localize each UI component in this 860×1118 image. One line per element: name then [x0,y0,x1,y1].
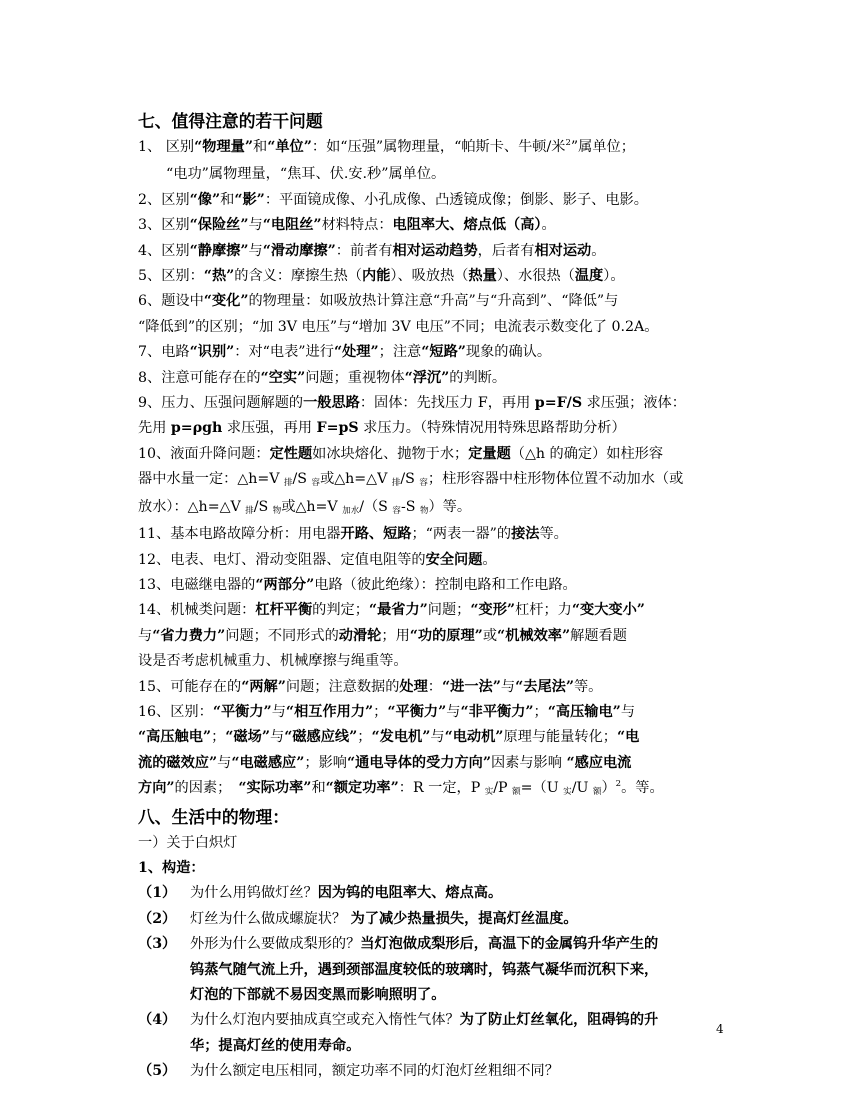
answer-continuation: 华；提高灯丝的使用寿命。 [190,1037,361,1054]
item-9-line-2: 先用 p=ρgh 求压强，再用 F=pS 求压力。（特殊情况用特殊思路帮助分析） [138,420,626,437]
item-6-line-2: “降低到”的区别；“加 3V 电压”与“增加 3V 电压”不同；电流表示数变化了 0.2A。 [138,318,659,335]
question-text: 为什么额定电压相同，额定功率不同的灯泡灯丝粗细不同？ [190,1063,559,1080]
question-text: 为什么灯泡内要抽成真空或充入惰性气体？ [190,1012,460,1029]
item-8: 8、注意可能存在的“空实”问题；重视物体“浮沉”的判断。 [138,369,507,386]
item-5: 5、区别：“热”的含义：摩擦生热（内能）、吸放热（热量）、水很热（温度）。 [138,268,625,285]
question-text: 为什么用钨做灯丝？ [190,885,318,902]
item-14-line-1: 14、机械类问题：杠杆平衡的判定；“最省力”问题；“变形”杠杆；力“变大变小” [138,602,645,619]
question-4 [138,1008,728,1059]
item-12: 12、电表、电灯、滑动变阻器、定值电阻等的安全问题。 [138,551,497,568]
item-14-line-2: 与“省力费力”问题；不同形式的动滑轮；用“功的原理”或“机械效率”解题看题 [138,627,627,644]
question-text: 外形为什么要做成梨形的？ [190,936,361,953]
item-16-line-3: 流的磁效应”与“电磁感应”；影响“通电导体的受力方向”因素与影响 “感应电流 [138,754,632,771]
question-2 [138,907,728,932]
answer-continuation: 灯泡的下部就不易因变黑而影响照明了。 [190,987,446,1003]
question-number: （1） [138,885,177,902]
section8-title: 八、生活中的物理： [138,806,290,827]
construct-heading: 1、构造： [138,859,205,876]
answer-continuation: 钨蒸气随气流上升，遇到颈部温度较低的玻璃时，钨蒸气凝华而沉积下来， [190,961,659,978]
question-text: 灯丝为什么做成螺旋状？ [190,910,351,927]
item-1-line-1: 1、 区别“物理量”和“单位”：如“压强”属物理量，“帕斯卡、牛顿/米$^2$”属单位； [138,138,635,155]
section8-subtitle: 一）关于白炽灯 [138,834,238,851]
item-16-line-2: “高压触电”；“磁场”与“磁感应线”；“发电机”与“电动机”原理与能量转化；“电 [138,729,640,746]
item-13: 13、电磁继电器的“两部分”电路（彼此绝缘）：控制电路和工作电路。 [138,576,577,593]
item-1-line-2: “电功”属物理量，“焦耳、伏.安.秒”属单位。 [166,166,446,183]
question-5 [138,1059,728,1084]
question-3 [138,932,728,1008]
item-16-line-4: 方向”的因素； “实际功率”和“额定功率”：R 一定，P 实/P 额=（U 实/U 额）$^2$。等。 [138,779,664,798]
page-content [138,108,728,1085]
item-10-line-1: 10、液面升降问题：定性题如冰块熔化、抛物于水；定量题（△h 的确定）如柱形容 [138,445,664,462]
item-15: 15、可能存在的“两解”问题；注意数据的处理：“进一法”与“去尾法”等。 [138,678,603,695]
item-6-line-1: 6、题设中“变化”的物理量：如吸放热计算注意“升高”与“升高到”、“降低”与 [138,293,619,310]
answer-text: 为了减少热量损失，提高灯丝温度。 [350,910,578,927]
item-14-line-3: 设是否考虑机械重力、机械摩擦与绳重等。 [138,653,408,670]
item-4: 4、区别“静摩擦”与“滑动摩擦”：前者有相对运动趋势，后者有相对运动。 [138,242,606,259]
question-1 [138,881,728,906]
item-3: 3、区别“保险丝”与“电阻丝”材料特点：电阻率大、熔点低（高）。 [138,217,556,234]
item-7: 7、电路“识别”：对“电表”进行“处理”；注意“短路”现象的确认。 [138,344,552,361]
item-11: 11、基本电路故障分析：用电器开路、短路；“两表一器”的接法等。 [138,526,568,543]
question-number: （5） [138,1063,177,1080]
page-number: 4 [716,1022,724,1036]
item-10-line-3: 放水）：△h=△V 排/S 物或△h=V 加水/（S 容-S 物）等。 [138,498,472,516]
item-16-line-1: 16、区别：“平衡力”与“相互作用力”；“平衡力”与“非平衡力”；“高压输电”与 [138,703,636,720]
question-number: （4） [138,1012,177,1029]
answer-text: 当灯泡做成梨形后，高温下的金属钨升华产生的 [360,936,659,953]
item-9-line-1: 9、压力、压强问题解题的一般思路：固体：先找压力 F，再用 p=F/S 求压强；液体： [138,395,686,412]
answer-text: 因为钨的电阻率大、熔点高。 [317,885,503,902]
answer-text: 为了防止灯丝氧化，阻碍钨的升 [459,1012,659,1029]
question-number: （3） [138,936,177,953]
item-10-line-2: 器中水量一定：△h=V 排/S 容或△h=△V 排/S 容；柱形容器中柱形物体位置不动加水（或 [138,471,684,489]
section7-title: 七、值得注意的若干问题 [138,111,323,131]
item-2: 2、区别“像”和“影”：平面镜成像、小孔成像、凸透镜成像；倒影、影子、电影。 [138,191,648,208]
question-number: （2） [138,910,177,927]
